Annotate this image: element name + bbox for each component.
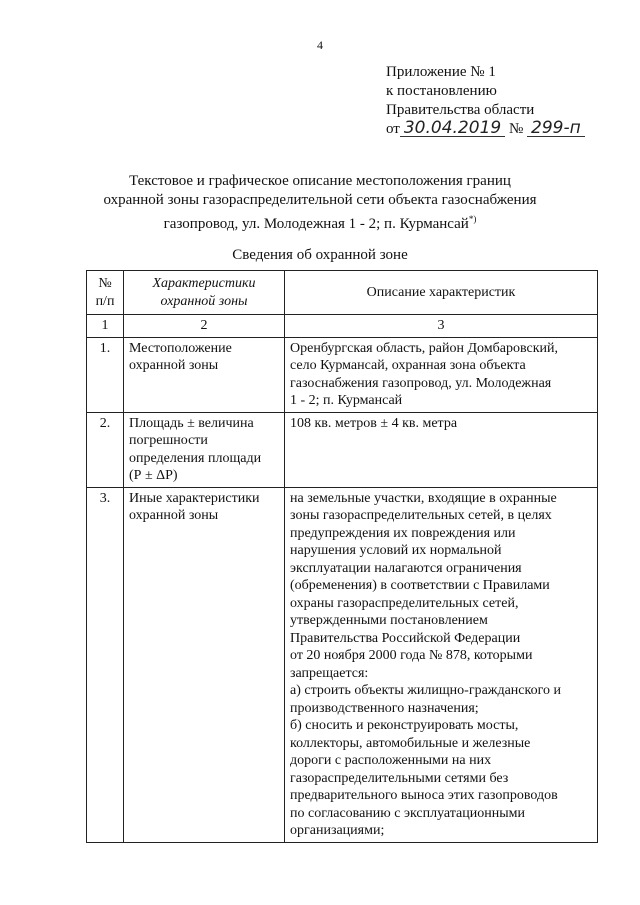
handwritten-date: 30.04.2019 (400, 120, 505, 137)
row-number: 1. (87, 337, 124, 412)
zone-info-table (86, 270, 598, 843)
handwritten-number: 299-п (527, 120, 585, 137)
row-description: на земельные участки, входящие в охранные зоны газораспределительных сетей, в целях предупреждения их повреждения или нарушения условий их нормальной эксплуатации налагаются ограничения (обременения) в соответствии с Правилами охраны газораспределительных сетей, утвержденными постановлением Правительства Российской Федерации от 20 ноября 2000 года № 878, которыми запрещается: а) строить объекты жилищно-гражданского и производственного назначения; б) сносить и реконструировать мосты, коллекторы, автомобильные и железные дороги с расположенными на них газораспределительными сетями без предварительного выноса этих газопроводов по согласованию с эксплуатационными организациями; (285, 487, 598, 842)
number-prefix: № (508, 121, 524, 137)
appendix-date-line (386, 120, 585, 139)
appendix-line-3: Правительства области (386, 102, 535, 118)
table-row (87, 487, 598, 842)
row-number: 2. (87, 412, 124, 487)
table-header-row (87, 271, 598, 315)
row-description: 108 кв. метров ± 4 кв. метра (285, 412, 598, 487)
table-row (87, 337, 598, 412)
header-description: Описание характеристик (285, 271, 598, 315)
header-characteristic: Характеристики охранной зоны (124, 271, 285, 315)
date-prefix: от (386, 121, 400, 137)
column-number-2: 2 (124, 315, 285, 338)
appendix-line-1: Приложение № 1 (386, 64, 496, 80)
section-subtitle: Сведения об охранной зоне (232, 247, 408, 263)
row-characteristic: Площадь ± величина погрешности определения площади (Р ± ΔР) (124, 412, 285, 487)
header-number: № п/п (87, 271, 124, 315)
appendix-line-2: к постановлению (386, 83, 497, 99)
page-number: 4 (317, 38, 323, 52)
title-line-3: газопровод, ул. Молодежная 1 - 2; п. Курмансай (163, 216, 469, 232)
table-row (87, 412, 598, 487)
footnote-mark: *) (468, 214, 477, 224)
row-characteristic: Иные характеристики охранной зоны (124, 487, 285, 842)
title-line-1: Текстовое и графическое описание местоположения границ (129, 173, 511, 189)
column-number-1: 1 (87, 315, 124, 338)
row-number: 3. (87, 487, 124, 842)
column-number-row (87, 315, 598, 338)
title-line-2: охранной зоны газораспределительной сети объекта газоснабжения (103, 192, 537, 208)
column-number-3: 3 (285, 315, 598, 338)
row-description: Оренбургская область, район Домбаровский, село Курмансай, охранная зона объекта газоснабжения газопровод, ул. Молодежная 1 - 2; п. Курмансай (285, 337, 598, 412)
appendix-block (386, 63, 585, 139)
title-line-3-wrap (60, 210, 580, 234)
document-title (60, 172, 580, 234)
row-characteristic: Местоположение охранной зоны (124, 337, 285, 412)
